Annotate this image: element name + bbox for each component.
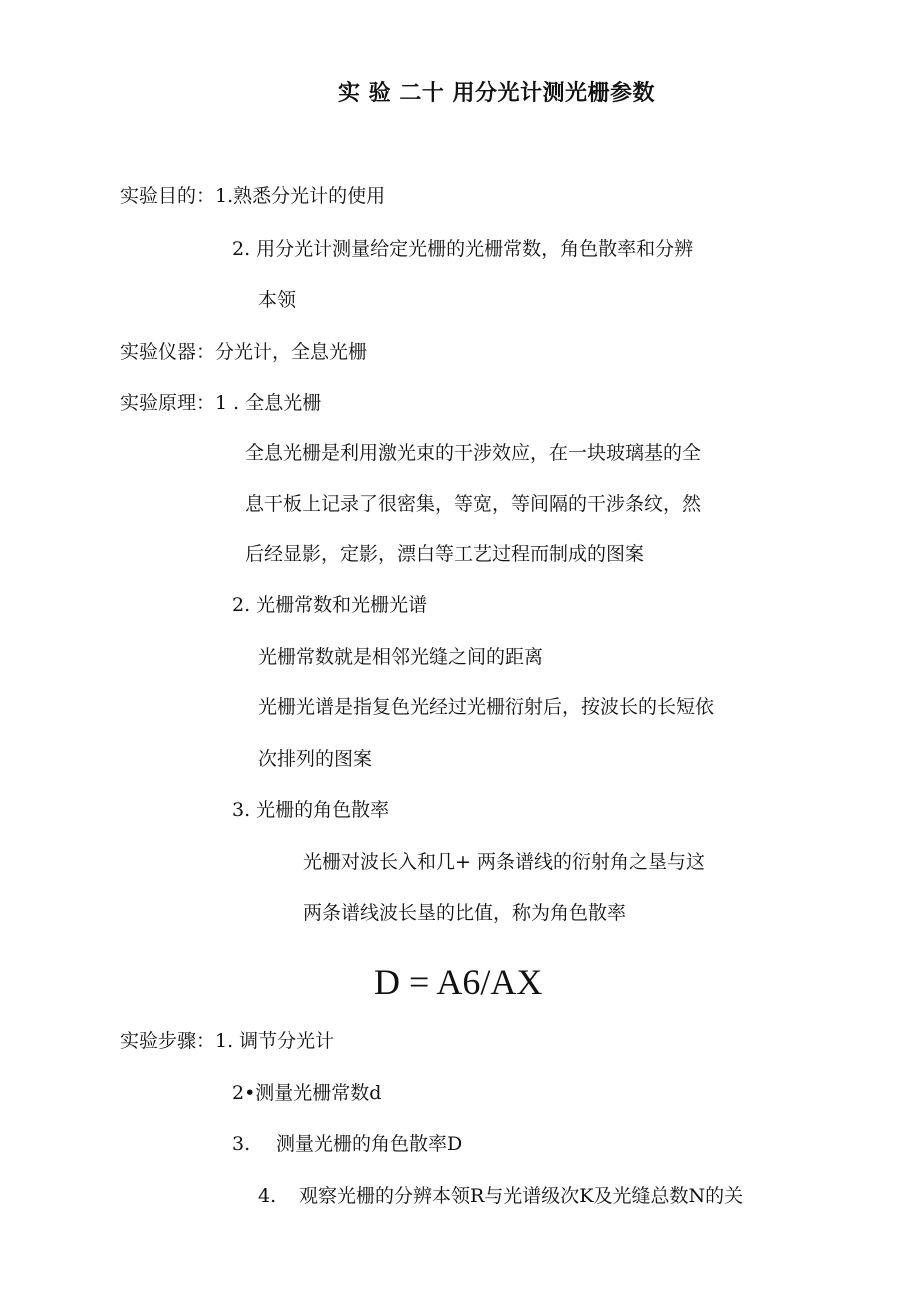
steps-label: 实验步骤： <box>120 1030 216 1052</box>
principle-section-3-line: 两条谱线波长垦的比值，称为角色散率 <box>303 902 627 924</box>
principle-section-3-line: 光栅对波长入和几+ 两条谱线的衍射角之垦与这 <box>303 851 705 873</box>
page-title: 实 验 二十 用分光计测光栅参数 <box>338 81 655 106</box>
principle-section-2-line: 光栅常数就是相邻光缝之间的距离 <box>258 646 544 668</box>
step-4-number: 4. <box>258 1185 277 1207</box>
step-4-text: 观察光栅的分辨本领R与光谱级次K及光缝总数N的关 <box>299 1185 744 1207</box>
apparatus-label: 实验仪器： <box>120 341 216 363</box>
step-3-text: 测量光栅的角色散率D <box>276 1133 463 1155</box>
principle-section-1-title: 1 . 全息光栅 <box>215 392 322 414</box>
step-3-number: 3. <box>232 1133 251 1155</box>
principle-section-2-line: 次排列的图案 <box>258 748 373 770</box>
principle-section-1-line: 后经显影，定影，漂白等工艺过程而制成的图案 <box>245 543 645 565</box>
principle-section-1-line: 全息光栅是利用激光束的干涉效应，在一块玻璃基的全 <box>245 442 702 464</box>
dispersion-formula: D = A6/AX <box>374 962 543 1002</box>
principle-label: 实验原理： <box>120 392 216 414</box>
purpose-item-2: 2. 用分光计测量给定光栅的光栅常数，角色散率和分辨 <box>232 238 694 260</box>
purpose-item-1: 1.熟悉分光计的使用 <box>215 185 386 207</box>
step-2: 2•测量光栅常数d <box>232 1082 382 1104</box>
principle-section-1-line: 息干板上记录了很密集，等宽，等间隔的干涉条纹，然 <box>245 493 702 515</box>
principle-section-3-title: 3. 光栅的角色散率 <box>232 799 390 821</box>
principle-section-2-title: 2. 光栅常数和光栅光谱 <box>232 594 428 616</box>
step-1: 1. 调节分光计 <box>215 1030 335 1052</box>
purpose-item-2-continued: 本领 <box>258 289 297 311</box>
apparatus-text: 分光计，全息光栅 <box>215 341 368 363</box>
purpose-label: 实验目的： <box>120 185 216 207</box>
principle-section-2-line: 光栅光谱是指复色光经过光栅衍射后，按波长的长短依 <box>258 696 715 718</box>
